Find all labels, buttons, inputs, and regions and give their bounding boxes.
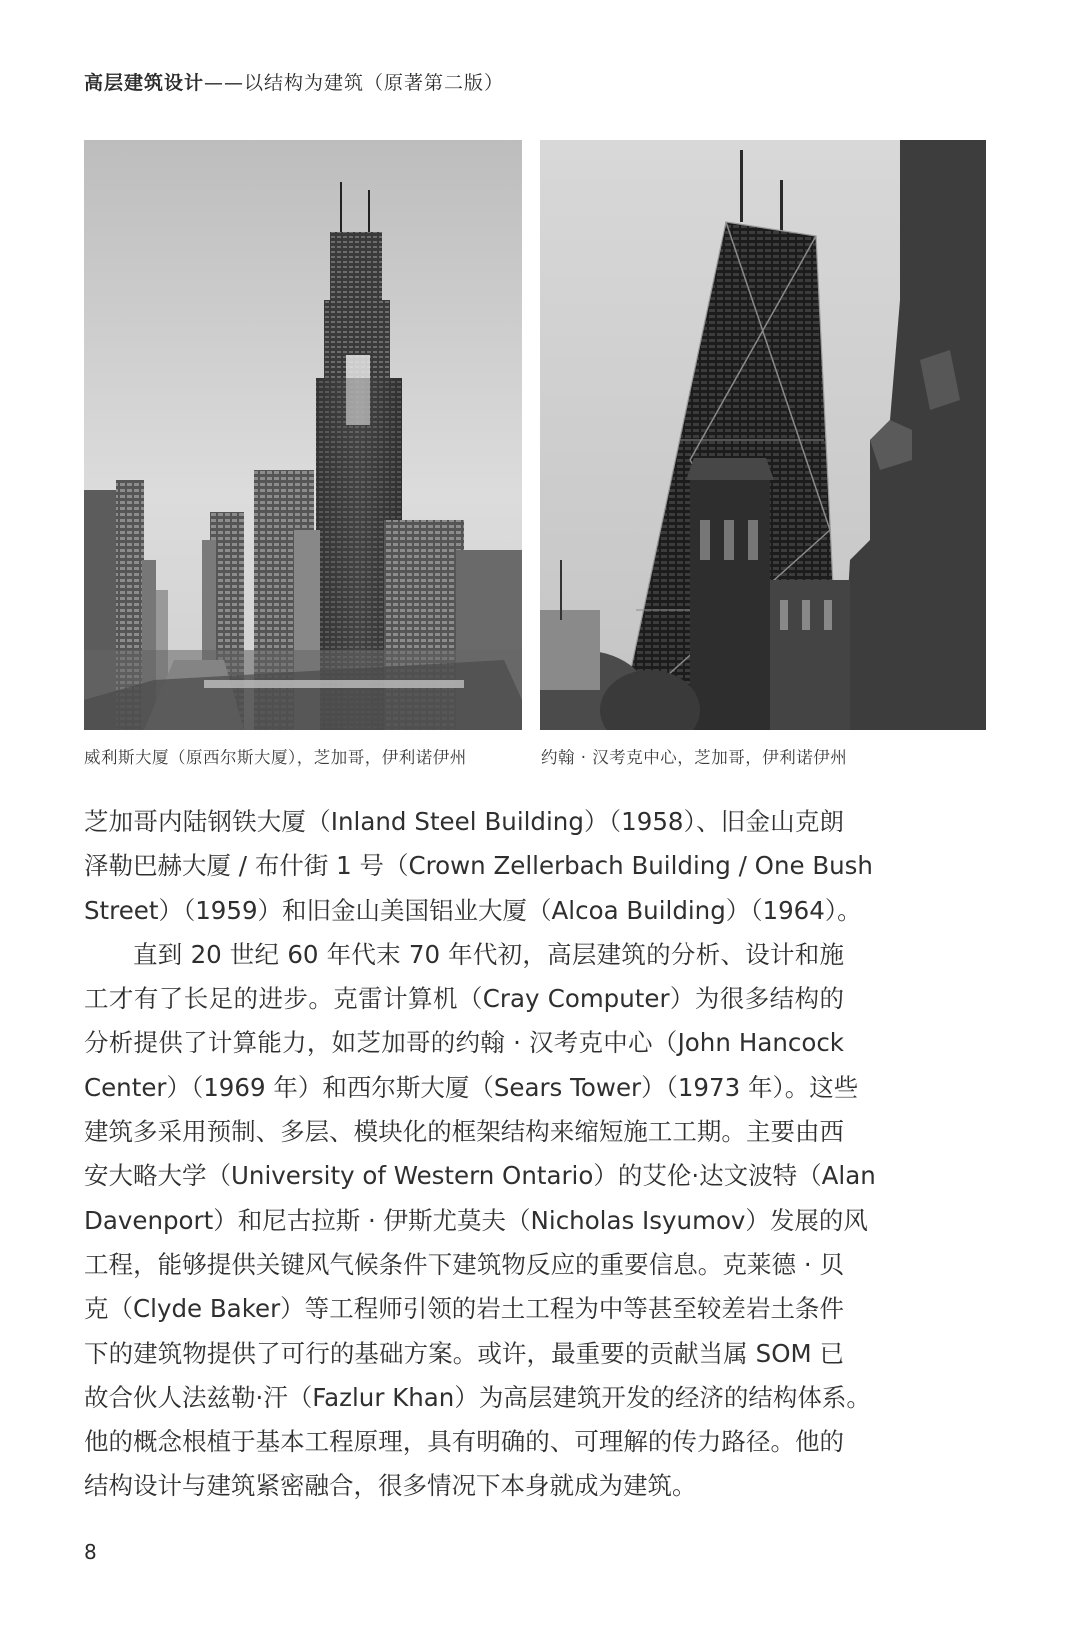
paragraph-first-line: 直到 20 世纪 60 年代末 70 年代初，高层建筑的分析、设计和施 xyxy=(133,939,844,969)
body-line: 建筑多采用预制、多层、模块化的框架结构来缩短施工工期。主要由西 xyxy=(84,1117,844,1147)
photo-willis-tower xyxy=(84,140,522,730)
body-line: Street）（1959）和旧金山美国铝业大厦（Alcoa Building）（1964）。 xyxy=(84,895,862,925)
willis-tower-illustration xyxy=(84,140,522,730)
body-line: 结构设计与建筑紧密融合，很多情况下本身就成为建筑。 xyxy=(84,1471,697,1501)
body-line: 他的概念根植于基本工程原理，具有明确的、可理解的传力路径。他的 xyxy=(84,1427,844,1457)
john-hancock-illustration xyxy=(540,140,986,730)
body-line: 下的建筑物提供了可行的基础方案。或许，最重要的贡献当属 SOM 已 xyxy=(84,1338,844,1368)
body-paragraphs xyxy=(84,800,876,1509)
body-line: 克（Clyde Baker）等工程师引领的岩土工程为中等甚至较差岩土条件 xyxy=(84,1294,844,1324)
body-line: Davenport）和尼古拉斯 · 伊斯尤莫夫（Nicholas Isyumov）发展的风 xyxy=(84,1205,868,1235)
body-line: 分析提供了计算能力，如芝加哥的约翰 · 汉考克中心（John Hancock xyxy=(84,1028,844,1058)
body-line: 芝加哥内陆钢铁大厦（Inland Steel Building）（1958）、旧金山克朗 xyxy=(84,807,844,836)
body-line: 安大略大学（University of Western Ontario）的艾伦·达文波特（Alan xyxy=(84,1161,876,1191)
body-line: 工才有了长足的进步。克雷计算机（Cray Computer）为很多结构的 xyxy=(84,984,844,1014)
running-header xyxy=(84,68,504,95)
book-title-bold: 高层建筑设计 xyxy=(84,72,205,94)
body-line: 故合伙人法兹勒·汗（Fazlur Khan）为高层建筑开发的经济的结构体系。 xyxy=(84,1382,871,1412)
photo-john-hancock-center xyxy=(540,140,986,730)
body-line: 泽勒巴赫大厦 / 布什街 1 号（Crown Zellerbach Building / One Bush xyxy=(84,851,873,881)
body-line: Center）（1969 年）和西尔斯大厦（Sears Tower）（1973 年）。这些 xyxy=(84,1072,859,1102)
book-title-subtitle: ——以结构为建筑（原著第二版） xyxy=(204,72,505,94)
figure-caption-willis-tower: 威利斯大厦（原西尔斯大厦），芝加哥，伊利诺伊州 xyxy=(84,748,467,767)
figure-caption-john-hancock-center: 约翰 · 汉考克中心，芝加哥，伊利诺伊州 xyxy=(541,748,848,767)
body-line: 工程，能够提供关键风气候条件下建筑物反应的重要信息。克莱德 · 贝 xyxy=(84,1249,844,1279)
page-number: 8 xyxy=(84,1540,97,1564)
